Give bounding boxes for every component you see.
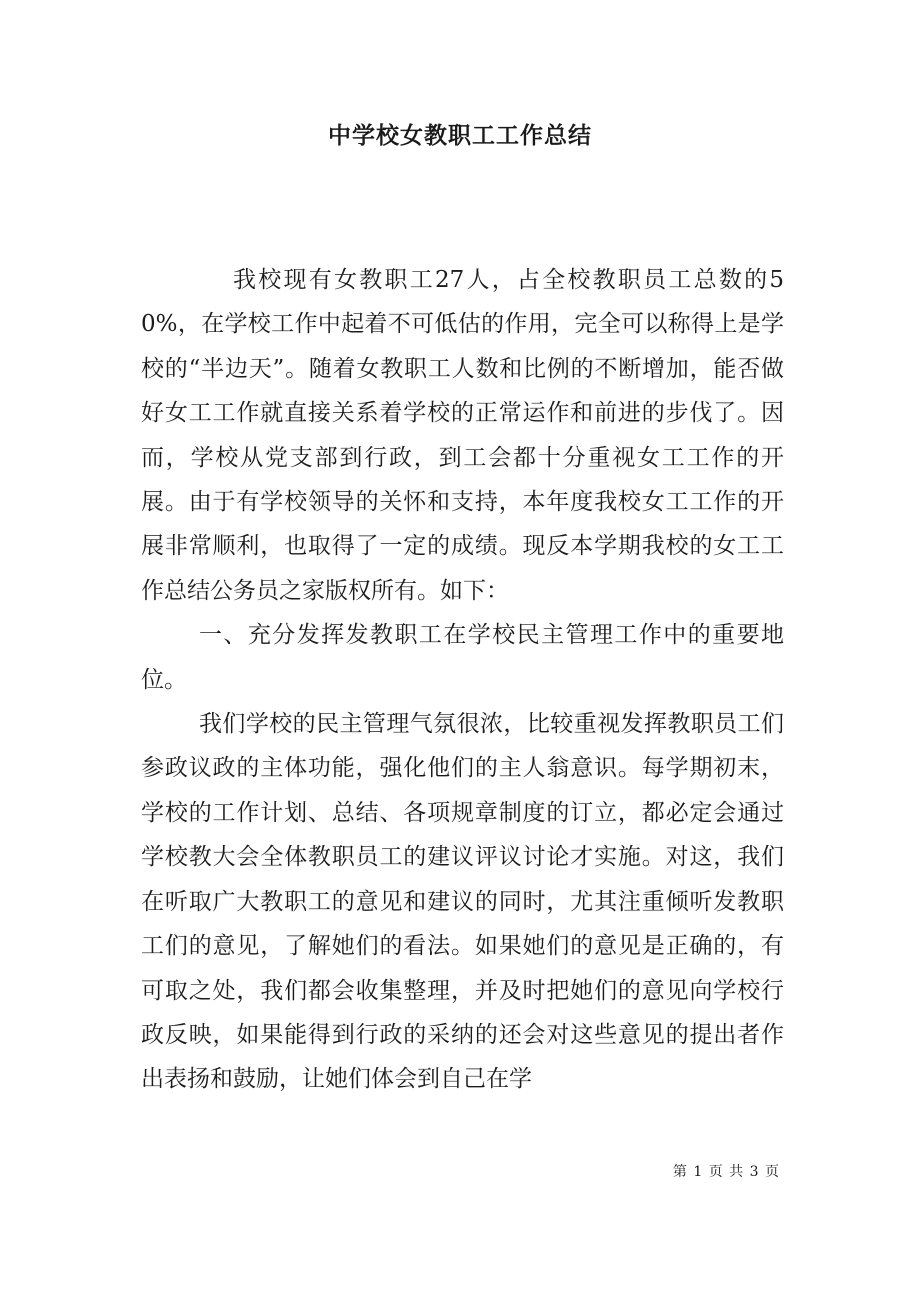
document-body — [141, 258, 784, 1102]
document-title: 中学校女教职工工作总结 — [328, 122, 592, 149]
section-heading-1: 一、充分发挥发教职工在学校民主管理工作中的重要地位。 — [141, 622, 784, 693]
page-number: 第 1 页 共 3 页 — [672, 1164, 780, 1180]
paragraph-section-1: 我们学校的民主管理气氛很浓，比较重视发挥教职员工们参政议政的主体功能，强化他们的主人翁意识。每学期初末，学校的工作计划、总结、各项规章制度的订立，都必定会通过学校教大会全体教职员工的建议评议讨论才实施。对这，我们在听取广大教职工的意见和建议的同时，尤其注重倾听发教职工们的意见，了解她们的看法。如果她们的意见是正确的，有可取之处，我们都会收集整理，并及时把她们的意见向学校行政反映，如果能得到行政的采纳的还会对这些意见的提出者作出表扬和鼓励，让她们体会到自己在学 — [141, 711, 784, 1093]
paragraph-intro: 我校现有女教职工27人，占全校教职员工总数的50%，在学校工作中起着不可低估的作用，完全可以称得上是学校的“半边天”。随着女教职工人数和比例的不断增加，能否做好女工工作就直接关系着学校的正常运作和前进的步伐了。因而，学校从党支部到行政，到工会都十分重视女工工作的开展。由于有学校领导的关怀和支持，本年度我校女工工作的开展非常顺利，也取得了一定的成绩。现反本学期我校的女工工作总结公务员之家版权所有。如下： — [141, 267, 784, 604]
